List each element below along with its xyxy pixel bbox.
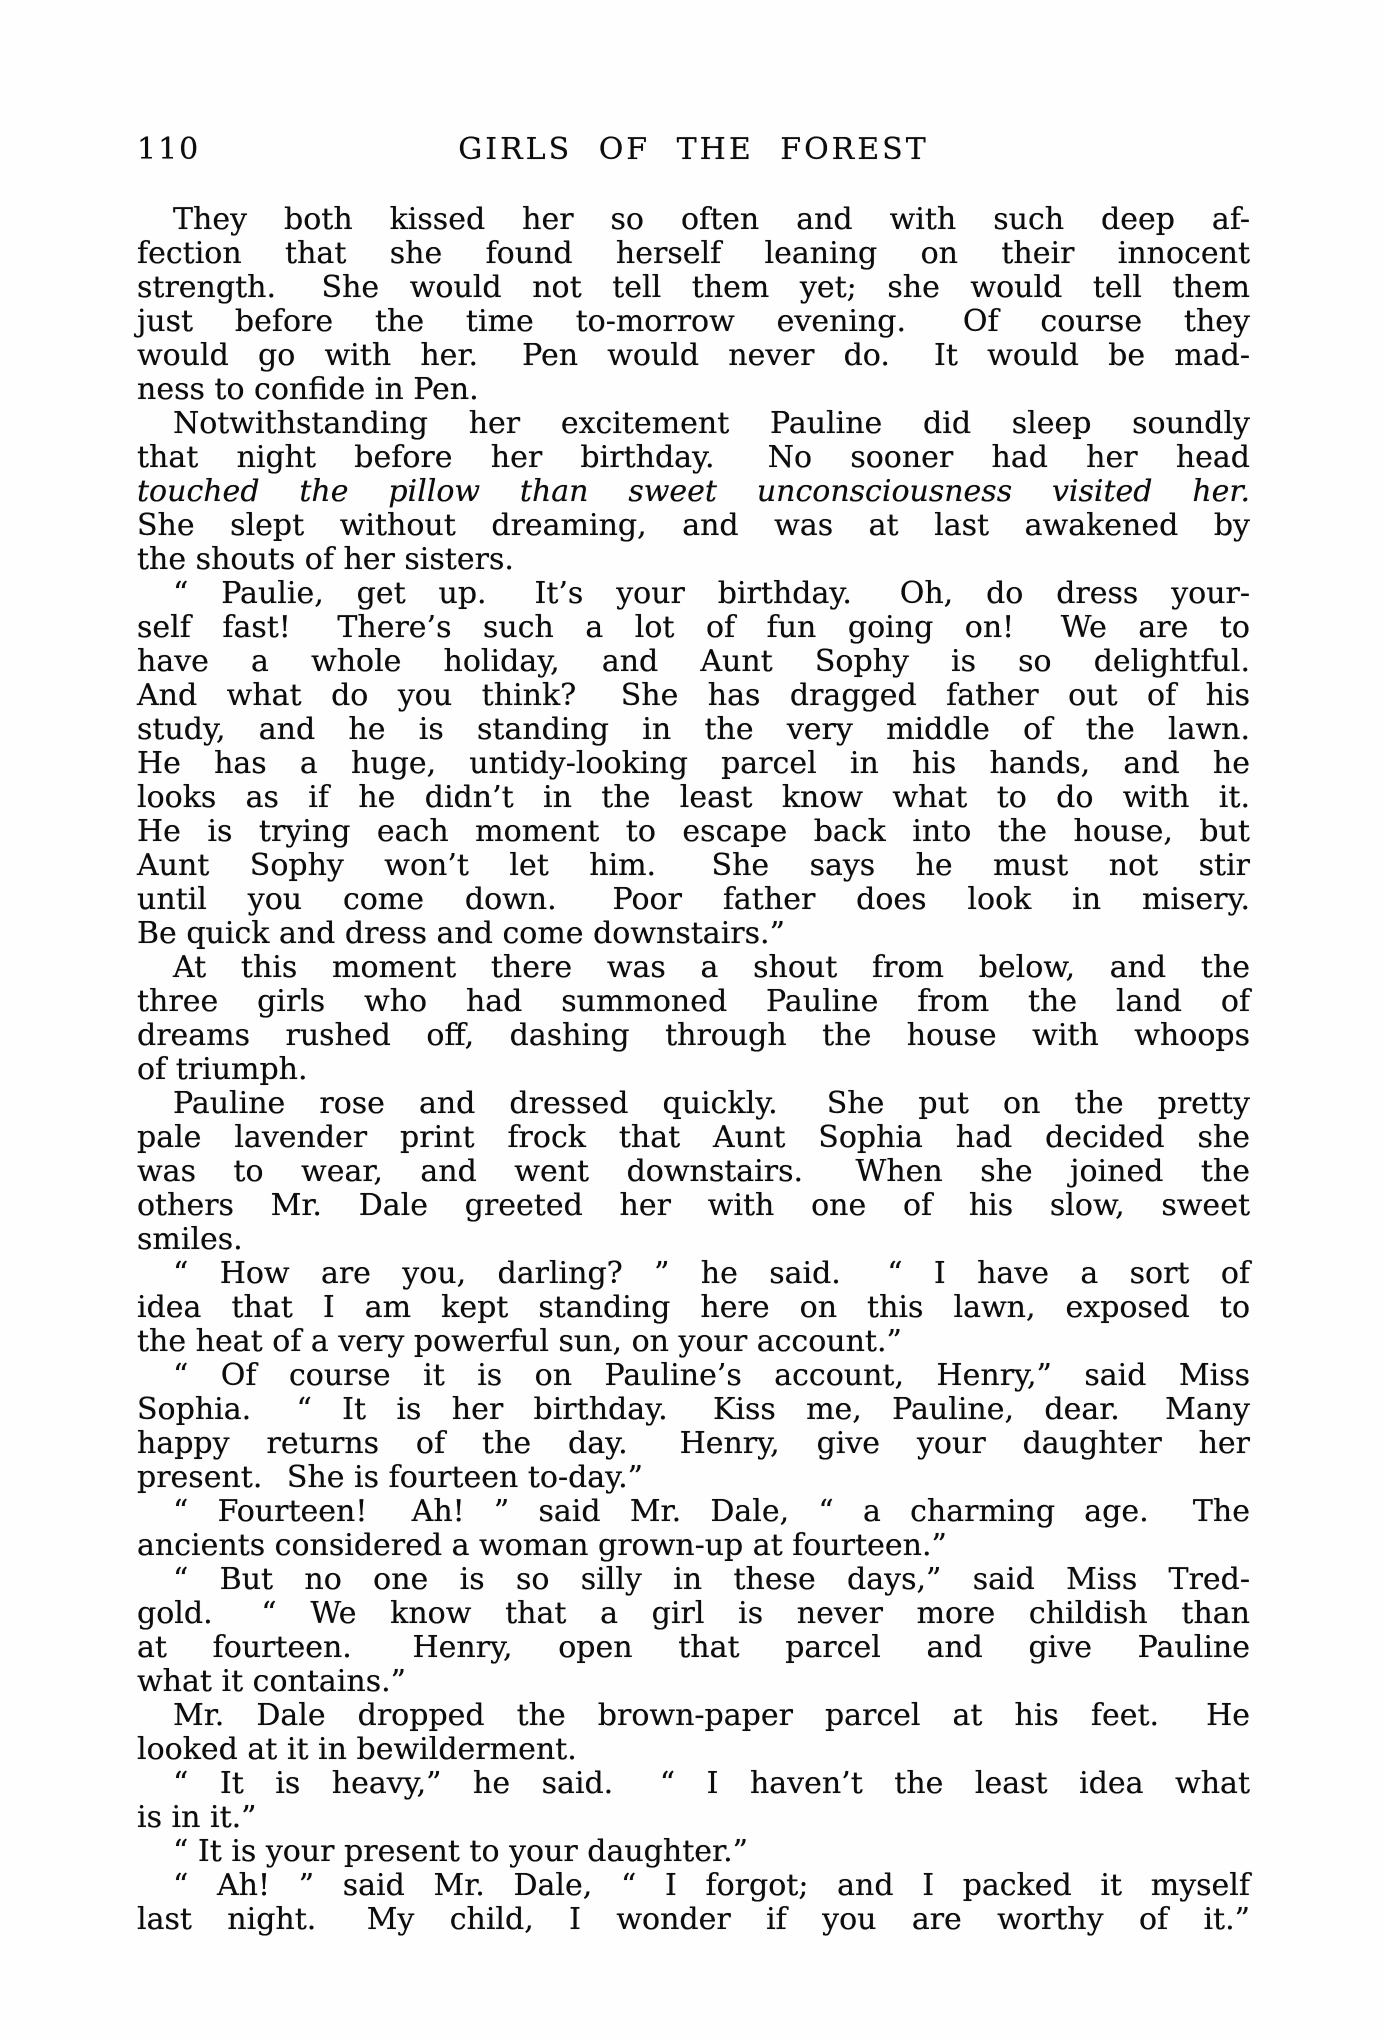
text-line: “ Paulie, get up. It’s your birthday. Oh, do dress your- (173, 576, 1250, 611)
text-line: At this moment there was a shout from below, and the (173, 950, 1250, 985)
text-line: gold. “ We know that a girl is never more childish than (137, 1596, 1250, 1631)
paragraph (137, 1087, 1250, 1257)
paragraph (137, 203, 1250, 407)
paragraph (137, 1257, 1250, 1359)
paragraph (137, 1767, 1250, 1835)
text-line: until you come down. Poor father does look in misery. (137, 882, 1250, 917)
text-line: that night before her birthday. No sooner had her head (137, 440, 1250, 475)
text-line: three girls who had summoned Pauline from the land of (137, 984, 1250, 1019)
paragraph (137, 1869, 1250, 1937)
text-line: smiles. (137, 1222, 243, 1257)
text-line: looks as if he didn’t in the least know what to do with it. (137, 780, 1250, 815)
text-line: He is trying each moment to escape back into the house, but (137, 814, 1250, 849)
text-line: present. She is fourteen to-day.” (137, 1460, 644, 1495)
page-header (137, 133, 1250, 167)
text-line: Aunt Sophy won’t let him. She says he must not stir (137, 848, 1250, 883)
text-line: fection that she found herself leaning on their innocent (137, 236, 1250, 271)
text-line: “ How are you, darling? ” he said. “ I have a sort of (173, 1256, 1250, 1291)
text-line: Sophia. “ It is her birthday. Kiss me, Pauline, dear. Many (137, 1392, 1250, 1427)
paragraph (137, 1835, 1250, 1869)
text-line: Be quick and dress and come downstairs.” (137, 916, 785, 951)
text-line: “ It is your present to your daughter.” (173, 1834, 748, 1869)
text-line: ness to confide in Pen. (137, 372, 479, 407)
paragraph (137, 1495, 1250, 1563)
text-line: is in it.” (137, 1800, 257, 1835)
text-line: happy returns of the day. Henry, give your daughter her (137, 1426, 1250, 1461)
text-line: idea that I am kept standing here on this lawn, exposed to (137, 1290, 1250, 1325)
text-line: was to wear, and went downstairs. When she joined the (137, 1154, 1250, 1189)
text-line: self fast! There’s such a lot of fun going on! We are to (137, 610, 1250, 645)
text-line: They both kissed her so often and with such deep af- (173, 202, 1250, 237)
page-number: 110 (137, 132, 201, 167)
text-line: Mr. Dale dropped the brown-paper parcel at his feet. He (173, 1698, 1250, 1733)
text-line: have a whole holiday, and Aunt Sophy is so delightful. (137, 644, 1250, 679)
paragraph (137, 577, 1250, 951)
text-line: what it contains.” (137, 1664, 406, 1699)
running-title: GIRLS OF THE FOREST (458, 132, 929, 167)
text-line: strength. She would not tell them yet; she would tell them (137, 270, 1250, 305)
paragraph (137, 951, 1250, 1087)
text-line: looked at it in bewilderment. (137, 1732, 577, 1767)
text-line: just before the time to-morrow evening. Of course they (137, 304, 1250, 339)
text-line: dreams rushed off, dashing through the house with whoops (137, 1018, 1250, 1053)
paragraph (137, 1563, 1250, 1699)
text-line: He has a huge, untidy-looking parcel in his hands, and he (137, 746, 1250, 781)
text-line: study, and he is standing in the very middle of the lawn. (137, 712, 1250, 747)
paragraph (137, 1359, 1250, 1495)
text-line: Notwithstanding her excitement Pauline did sleep soundly (173, 406, 1250, 441)
text-line: “ It is heavy,” he said. “ I haven’t the least idea what (173, 1766, 1250, 1801)
text-line: last night. My child, I wonder if you are worthy of it.” (137, 1902, 1250, 1937)
page-text (137, 203, 1250, 1937)
paragraph (137, 1699, 1250, 1767)
text-line: “ Ah! ” said Mr. Dale, “ I forgot; and I packed it myself (173, 1868, 1250, 1903)
text-line: at fourteen. Henry, open that parcel and give Pauline (137, 1630, 1250, 1665)
text-line: Pauline rose and dressed quickly. She put on the pretty (173, 1086, 1250, 1121)
text-line: “ But no one is so silly in these days,” said Miss Tred- (173, 1562, 1250, 1597)
paragraph (137, 407, 1250, 577)
text-line: She slept without dreaming, and was at last awakened by (137, 508, 1250, 543)
text-line: the shouts of her sisters. (137, 542, 514, 577)
text-line: of triumph. (137, 1052, 308, 1087)
text-line: ancients considered a woman grown-up at fourteen.” (137, 1528, 947, 1563)
text-line: pale lavender print frock that Aunt Sophia had decided she (137, 1120, 1250, 1155)
text-line: touched the pillow than sweet unconsciousness visited her. (137, 474, 1250, 509)
text-line: would go with her. Pen would never do. It would be mad- (137, 338, 1250, 373)
text-line: others Mr. Dale greeted her with one of his slow, sweet (137, 1188, 1250, 1223)
text-line: the heat of a very powerful sun, on your account.” (137, 1324, 902, 1359)
text-line: “ Of course it is on Pauline’s account, Henry,” said Miss (173, 1358, 1250, 1393)
text-line: “ Fourteen! Ah! ” said Mr. Dale, “ a charming age. The (173, 1494, 1250, 1529)
text-line: And what do you think? She has dragged father out of his (137, 678, 1250, 713)
